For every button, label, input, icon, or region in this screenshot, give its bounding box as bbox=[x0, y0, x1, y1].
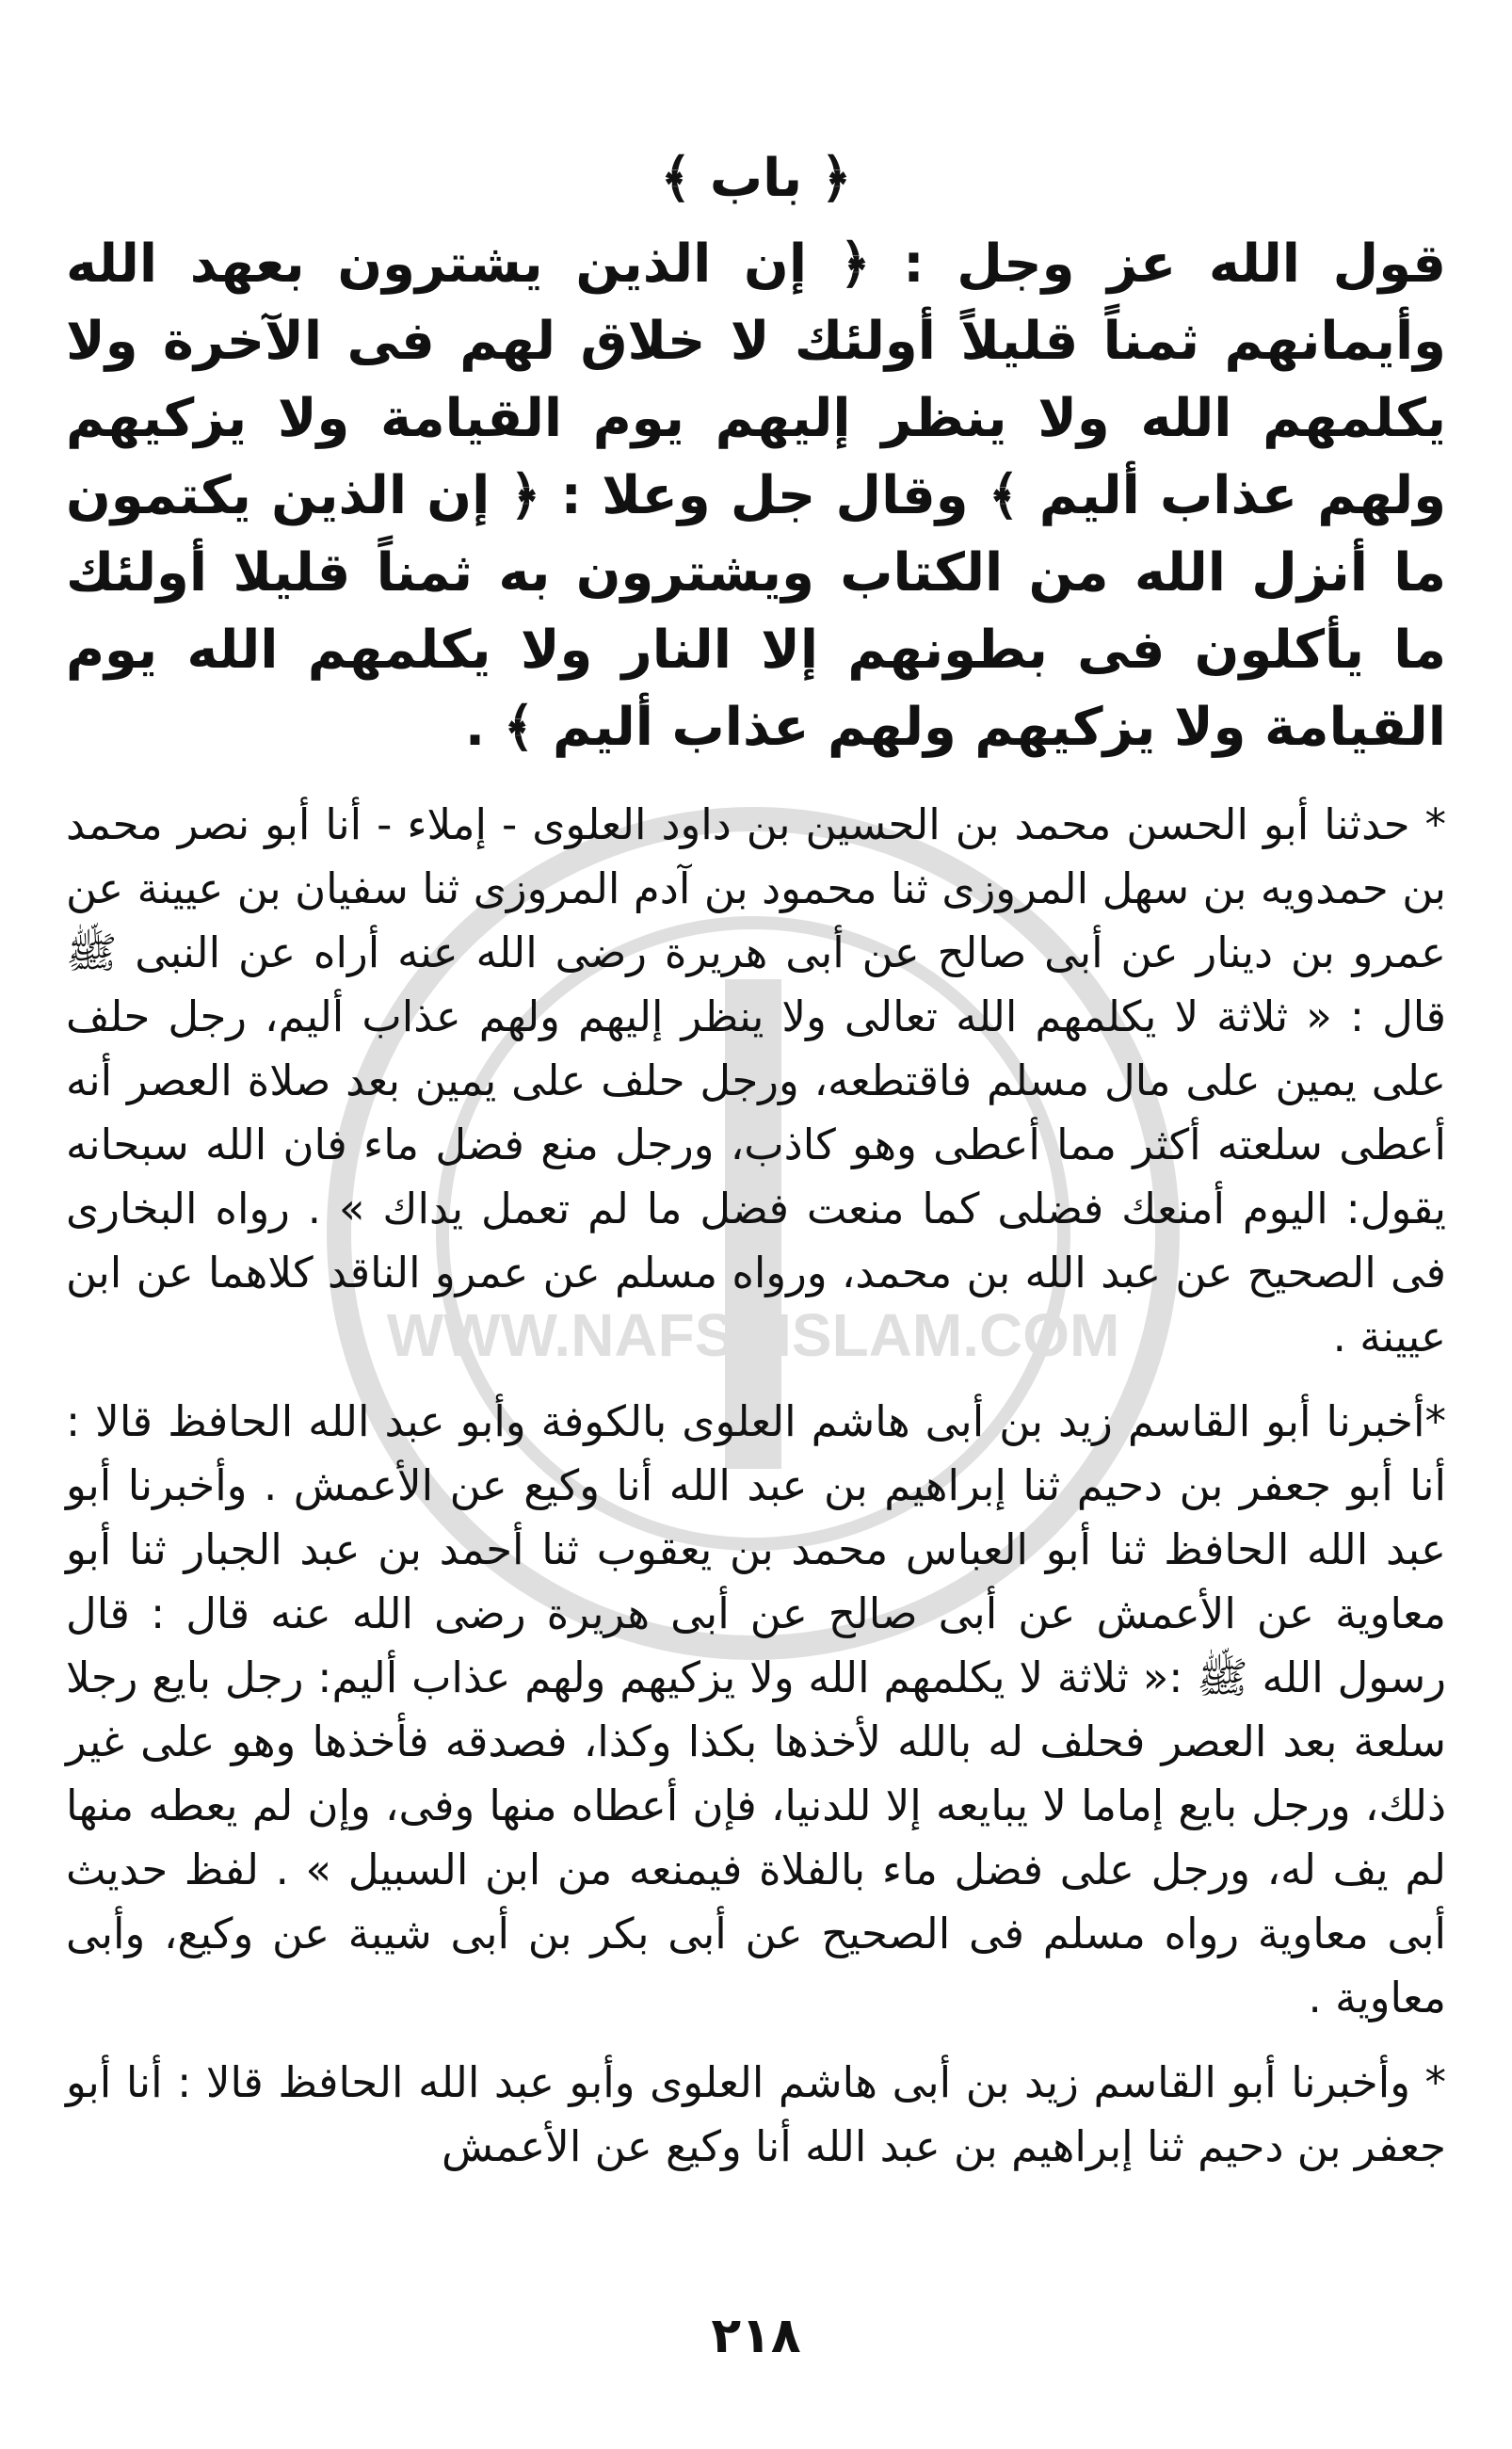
page-number: ٢١٨ bbox=[711, 2308, 801, 2364]
quran-verses: قول الله عز وجل : ﴿ إن الذين يشترون بعهد الله وأيمانهم ثمناً قليلاً أولئك لا خلاق لهم فى الآخرة ولا يكلمهم الله ولا ينظر إليهم يوم القيامة ولا يزكيهم ولهم عذاب أليم ﴾ وقال جل وعلا : ﴿ إن الذين يكتمون ما أنزل الله من الكتاب ويشترون به ثمناً قليلا أولئك ما يأكلون فى بطونهم إلا النار ولا يكلمهم الله يوم القيامة ولا يزكيهم ولهم عذاب أليم ﴾ . bbox=[66, 234, 1446, 758]
hadith-paragraph-1: * حدثنا أبو الحسن محمد بن الحسين بن داود العلوى - إملاء - أنا أبو نصر محمد بن حمدويه بن سهل المروزى ثنا محمود بن آدم المروزى ثنا سفيان بن عيينة عن عمرو بن دينار عن أبى صالح عن أبى هريرة رضى الله عنه أراه عن النبى ﷺ قال : « ثلاثة لا يكلمهم الله تعالى ولا ينظر إليهم ولهم عذاب أليم، رجل حلف على يمين على مال مسلم فاقتطعه، ورجل حلف على يمين بعد صلاة العصر أنه أعطى سلعته أكثر مما أعطى وهو كاذب، ورجل منع فضل ماء فان الله سبحانه يقول: اليوم أمنعك فضلى كما منعت فضل ما لم تعمل يداك » . رواه البخارى فى الصحيح عن عبد الله بن محمد، ورواه مسلم عن عمرو الناقد كلاهما عن ابن عيينة . bbox=[66, 799, 1446, 1361]
chapter-heading: ﴿ باب ﴾ bbox=[660, 148, 852, 209]
text-column bbox=[66, 141, 1446, 2199]
watermark-text: WWW.NAFSEISLAM.COM bbox=[386, 1301, 1120, 1369]
hadith-paragraph-2: *أخبرنا أبو القاسم زيد بن أبى هاشم العلوى بالكوفة وأبو عبد الله الحافظ قالا : أنا أبو جعفر بن دحيم ثنا إبراهيم بن عبد الله أنا وكيع عن الأعمش . وأخبرنا أبو عبد الله الحافظ ثنا أبو العباس محمد بن يعقوب ثنا أحمد بن عبد الجبار ثنا أبو معاوية عن الأعمش عن أبى صالح عن أبى هريرة رضى الله عنه قال : قال رسول الله ﷺ :« ثلاثة لا يكلمهم الله ولا يزكيهم ولهم عذاب أليم: رجل بايع رجلا سلعة بعد العصر فحلف له بالله لأخذها بكذا وكذا، فصدقه فأخذها وهو على غير ذلك، ورجل بايع إماما لا يبايعه إلا للدنيا، فإن أعطاه منها وفى، وإن لم يعطه منها لم يف له، ورجل على فضل ماء بالفلاة فيمنعه من ابن السبيل » . لفظ حديث أبى معاوية رواه مسلم فى الصحيح عن أبى بكر بن أبى شيبة عن وكيع، وأبى معاوية . bbox=[66, 1396, 1446, 2022]
hadith-paragraph-3: * وأخبرنا أبو القاسم زيد بن أبى هاشم العلوى وأبو عبد الله الحافظ قالا : أنا أبو جعفر بن دحيم ثنا إبراهيم بن عبد الله أنا وكيع عن الأعمش bbox=[66, 2057, 1446, 2171]
